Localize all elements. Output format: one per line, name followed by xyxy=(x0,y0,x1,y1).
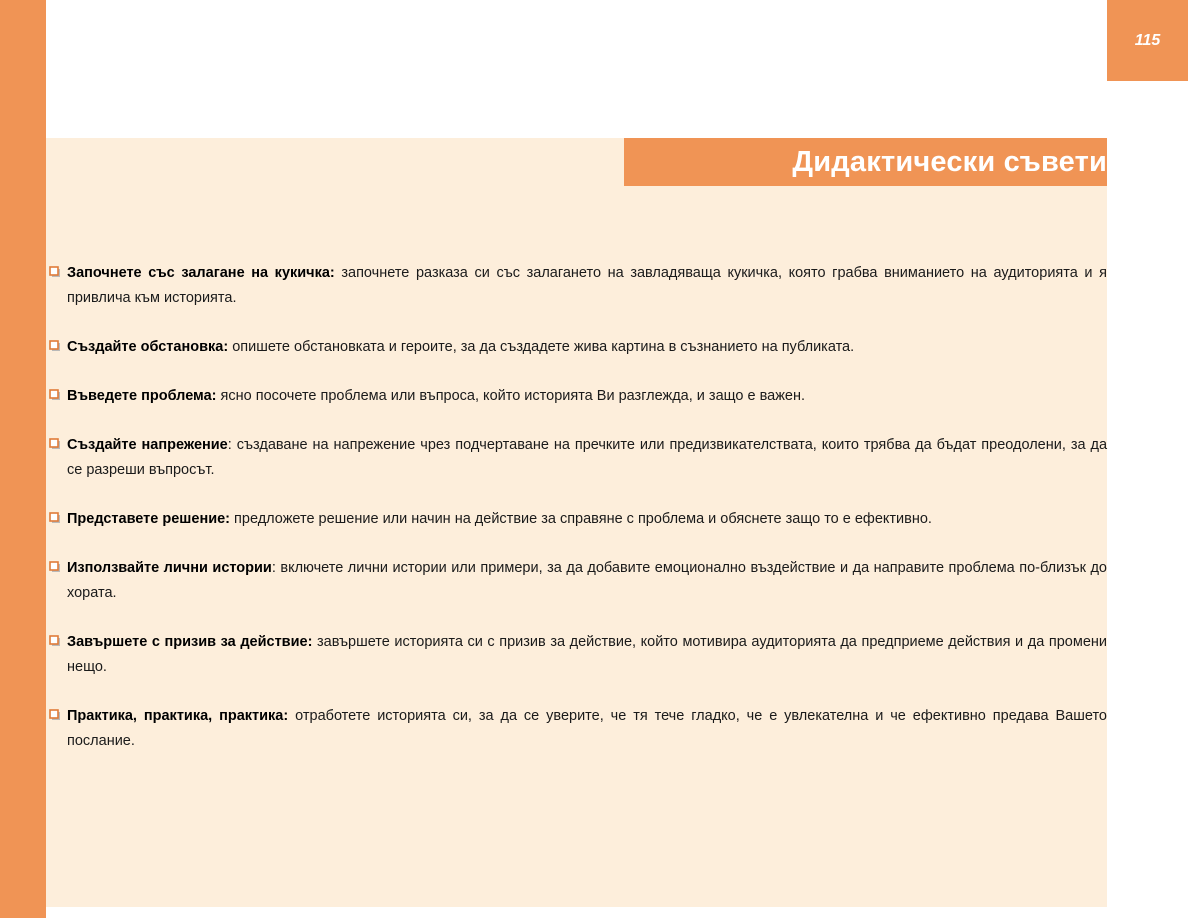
page-number: 115 xyxy=(1134,31,1161,49)
tip-text: завършете историята си с призив за действие, който мотивира аудиторията да предприеме действия и да промени нещо. xyxy=(67,634,1107,675)
tip-text: : включете лични истории или примери, за да добавите емоционално въздействие и да направите проблема по-близък до хората. xyxy=(67,560,1107,601)
tip-heading: Въведете проблема: xyxy=(67,388,217,404)
checkbox-bullet-icon xyxy=(49,561,61,573)
tip-heading: Използвайте лични истории xyxy=(67,560,272,576)
list-item xyxy=(49,335,1107,360)
tip-heading: Създайте напрежение xyxy=(67,437,228,453)
left-accent-stripe xyxy=(0,0,46,918)
tips-list xyxy=(49,261,1107,778)
tip-text: отработете историята си, за да се уверите, че тя тече гладко, че е увлекателна и че ефективно предава Вашето послание. xyxy=(67,708,1107,749)
list-item xyxy=(49,433,1107,483)
list-item xyxy=(49,261,1107,311)
checkbox-bullet-icon xyxy=(49,709,61,721)
tip-text: : създаване на напрежение чрез подчертаване на пречките или предизвикателствата, които трябва да бъдат преодолени, за да се разреши въпросът. xyxy=(67,437,1108,478)
list-item xyxy=(49,384,1107,409)
checkbox-bullet-icon xyxy=(49,389,61,401)
checkbox-bullet-icon xyxy=(49,266,61,278)
checkbox-bullet-icon xyxy=(49,438,61,450)
tip-text: започнете разказа си със залагането на завладяваща кукичка, която грабва вниманието на аудиторията и я привлича към историята. xyxy=(67,265,1107,306)
checkbox-bullet-icon xyxy=(49,635,61,647)
tip-text: ясно посочете проблема или въпроса, който историята Ви разглежда, и защо е важен. xyxy=(216,388,806,404)
section-title: Дидактически съвети xyxy=(792,145,1107,178)
tip-heading: Създайте обстановка: xyxy=(67,339,229,355)
list-item xyxy=(49,507,1107,532)
tip-text: опишете обстановката и героите, за да създадете жива картина в съзнанието на публиката. xyxy=(228,339,855,355)
checkbox-bullet-icon xyxy=(49,512,61,524)
tip-heading: Практика, практика, практика: xyxy=(67,708,289,724)
tip-heading: Започнете със залагане на кукичка: xyxy=(67,265,335,281)
list-item xyxy=(49,630,1107,680)
section-title-bar xyxy=(624,138,1107,186)
tip-heading: Завършете с призив за действие: xyxy=(67,634,313,650)
page-number-box xyxy=(1107,0,1188,81)
list-item xyxy=(49,704,1107,754)
tip-text: предложете решение или начин на действие за справяне с проблема и обяснете защо то е ефективно. xyxy=(230,511,932,527)
checkbox-bullet-icon xyxy=(49,340,61,352)
list-item xyxy=(49,556,1107,606)
tip-heading: Представете решение: xyxy=(67,511,231,527)
